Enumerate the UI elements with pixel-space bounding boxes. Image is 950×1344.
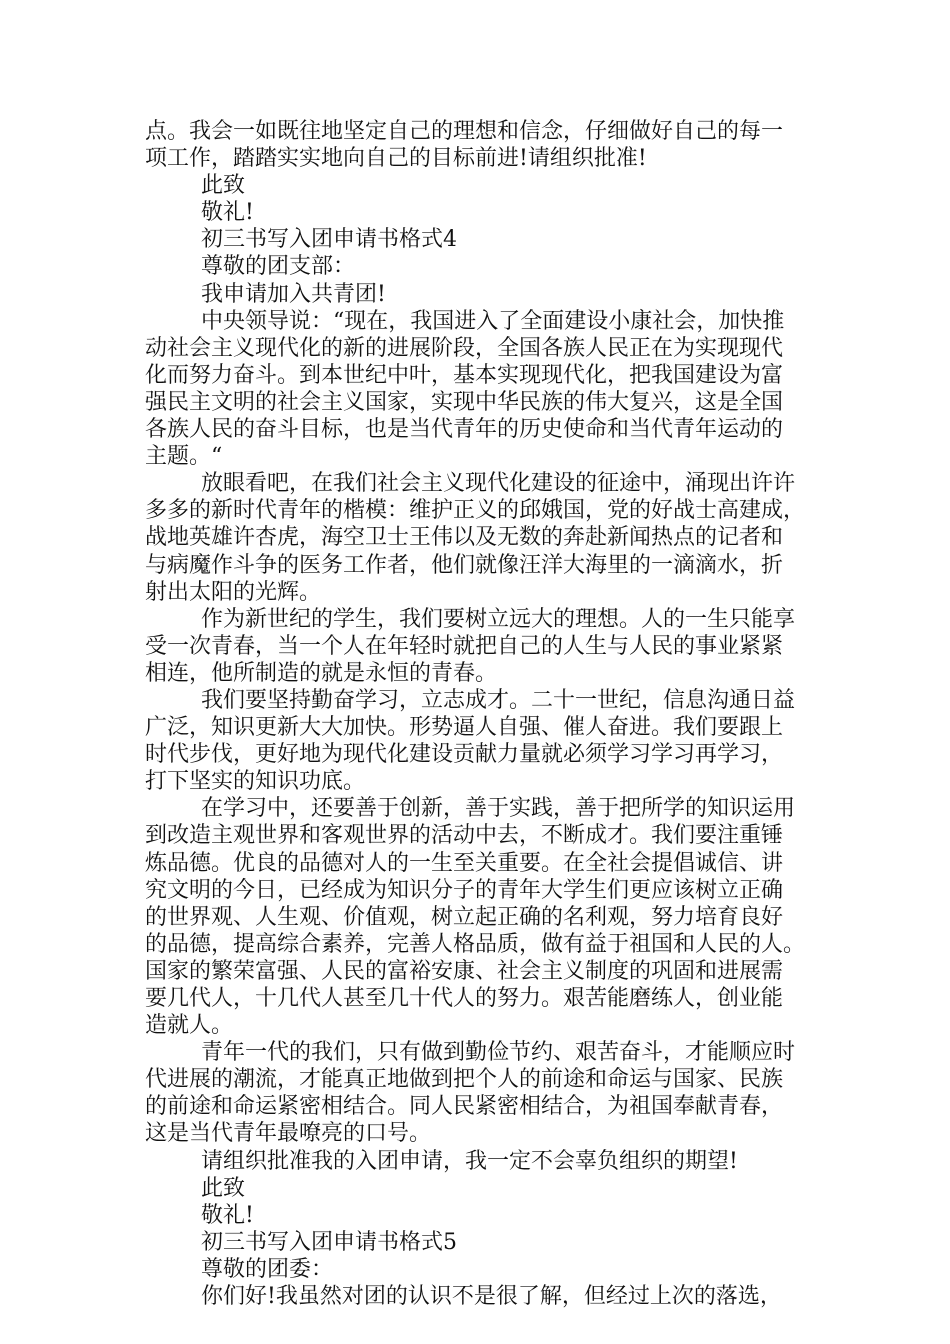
text-line: 打下坚实的知识功底。 xyxy=(145,769,366,795)
text-line: 的世界观、人生观、价值观，树立起正确的名利观，努力培育良好 xyxy=(145,904,784,930)
text-line: 初三书写入团申请书格式5 xyxy=(201,1229,457,1255)
text-line: 多多的新时代青年的楷模：维护正义的邱娥国，党的好战士高建成， xyxy=(145,498,806,524)
text-line: 代进展的潮流，才能真正地做到把个人的前途和命运与国家、民族 xyxy=(145,1067,784,1093)
text-line: 化而努力奋斗。到本世纪中叶，基本实现现代化，把我国建设为富 xyxy=(145,362,784,388)
text-line: 射出太阳的光辉。 xyxy=(145,579,322,605)
text-line: 项工作，踏踏实实地向自己的目标前进!请组织批准! xyxy=(145,146,647,172)
text-line: 敬礼! xyxy=(201,1202,254,1228)
text-line: 时代步伐，更好地为现代化建设贡献力量就必须学习学习再学习， xyxy=(145,742,784,768)
text-line: 受一次青春，当一个人在年轻时就把自己的人生与人民的事业紧紧 xyxy=(145,633,784,659)
text-line: 在学习中，还要善于创新，善于实践，善于把所学的知识运用 xyxy=(201,796,796,822)
text-line: 炼品德。优良的品德对人的一生至关重要。在全社会提倡诚信、讲 xyxy=(145,850,784,876)
text-line: 青年一代的我们，只有做到勤俭节约、艰苦奋斗，才能顺应时 xyxy=(201,1040,796,1066)
text-line: 我们要坚持勤奋学习，立志成才。二十一世纪，信息沟通日益 xyxy=(201,687,796,713)
text-line: 战地英雄许杏虎，海空卫士王伟以及无数的奔赴新闻热点的记者和 xyxy=(145,525,784,551)
document-body xyxy=(145,118,825,1310)
text-line: 尊敬的团支部： xyxy=(201,254,356,280)
text-line: 广泛，知识更新大大加快。形势逼人自强、催人奋进。我们要跟上 xyxy=(145,715,784,741)
text-line: 尊敬的团委： xyxy=(201,1256,334,1282)
text-line: 我申请加入共青团! xyxy=(201,281,386,307)
text-line: 中央领导说：“现在，我国进入了全面建设小康社会，加快推 xyxy=(201,308,785,334)
text-line: 造就人。 xyxy=(145,1013,234,1039)
text-line: 与病魔作斗争的医务工作者，他们就像汪洋大海里的一滴滴水，折 xyxy=(145,552,784,578)
text-line: 相连，他所制造的就是永恒的青春。 xyxy=(145,660,498,686)
text-line: 此致 xyxy=(201,173,246,199)
text-line: 到改造主观世界和客观世界的活动中去，不断成才。我们要注重锤 xyxy=(145,823,784,849)
text-line: 你们好!我虽然对团的认识不是很了解，但经过上次的落选， xyxy=(201,1284,782,1310)
text-line: 此致 xyxy=(201,1175,246,1201)
text-line: 点。我会一如既往地坚定自己的理想和信念，仔细做好自己的每一 xyxy=(145,119,784,144)
text-line: 请组织批准我的入团申请，我一定不会辜负组织的期望! xyxy=(201,1148,738,1174)
text-line: 究文明的今日，已经成为知识分子的青年大学生们更应该树立正确 xyxy=(145,877,784,903)
text-line: 要几代人，十几代人甚至几十代人的努力。艰苦能磨练人，创业能 xyxy=(145,986,784,1011)
text-line: 敬礼! xyxy=(201,200,254,226)
text-line: 各族人民的奋斗目标，也是当代青年的历史使命和当代青年运动的 xyxy=(145,417,784,443)
text-line: 的前途和命运紧密相结合。同人民紧密相结合，为祖国奉献青春， xyxy=(145,1094,784,1120)
text-line: 强民主文明的社会主义国家，实现中华民族的伟大复兴，这是全国 xyxy=(145,389,784,415)
text-line: 放眼看吧，在我们社会主义现代化建设的征途中，涌现出许许 xyxy=(201,471,796,497)
text-line: 的品德，提高综合素养，完善人格品质，做有益于祖国和人民的人。 xyxy=(145,931,806,957)
text-line: 动社会主义现代化的新的进展阶段，全国各族人民正在为实现现代 xyxy=(145,335,784,361)
text-line: 初三书写入团申请书格式4 xyxy=(201,227,457,253)
text-line: 作为新世纪的学生，我们要树立远大的理想。人的一生只能享 xyxy=(201,606,796,632)
text-line: 主题。“ xyxy=(145,444,223,470)
text-line: 国家的繁荣富强、人民的富裕安康、社会主义制度的巩固和进展需 xyxy=(145,958,784,984)
text-line: 这是当代青年最嘹亮的口号。 xyxy=(145,1121,432,1147)
